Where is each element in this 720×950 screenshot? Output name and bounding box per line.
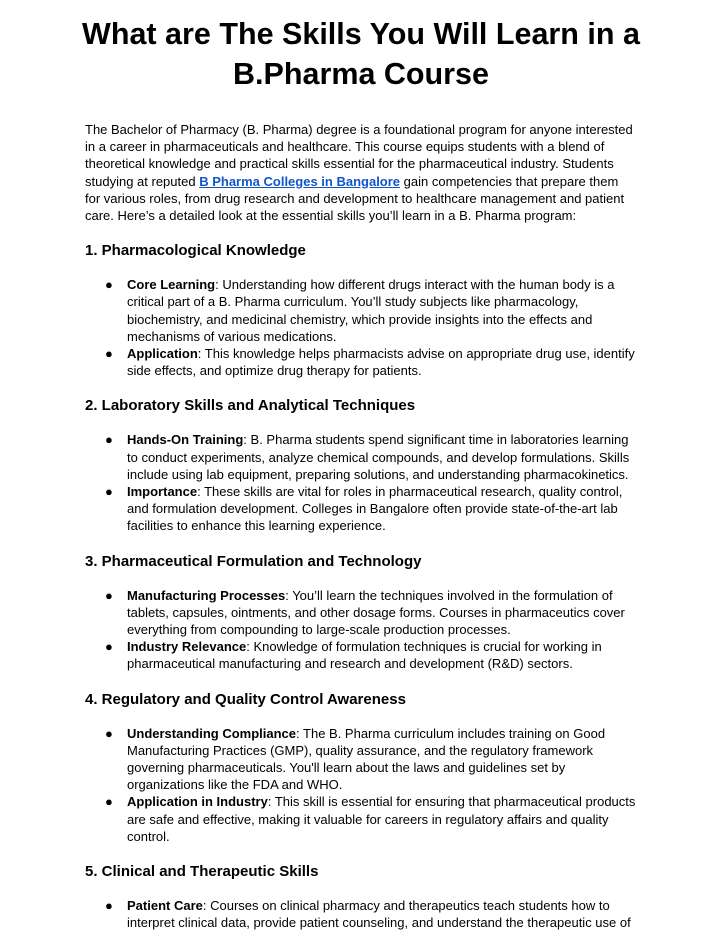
bullet-list bbox=[85, 276, 637, 379]
item-label: Application in Industry bbox=[127, 794, 268, 810]
bullet-list bbox=[85, 725, 637, 845]
list-item bbox=[105, 483, 637, 535]
item-text: : You’ll learn the techniques involved in the formulation of tablets, capsules, ointments, and other dosage forms. Courses in pharmaceutics cover everything from compounding to large-scale production processes. bbox=[127, 587, 625, 638]
item-text: : Courses on clinical pharmacy and therapeutics teach students how to interpret clinical data, provide patient counseling, and understand the therapeutic use of bbox=[127, 898, 631, 931]
bullet-list bbox=[85, 587, 637, 673]
item-label: Hands-On Training bbox=[127, 432, 244, 448]
list-item bbox=[105, 725, 637, 794]
item-label: Understanding Compliance bbox=[127, 725, 297, 741]
item-text: : Understanding how different drugs interact with the human body is a critical part of a B. Pharma curriculum. You’ll study subjects like pharmacology, biochemistry, and medicinal chemistry, which provide insights into the effects and mechanisms of various medications. bbox=[127, 277, 615, 344]
bullet-icon: ● bbox=[105, 639, 113, 655]
bullet-icon: ● bbox=[105, 587, 113, 603]
bullet-icon: ● bbox=[105, 898, 113, 914]
section-heading: 1. Pharmacological Knowledge bbox=[85, 242, 306, 260]
intro-paragraph bbox=[85, 121, 637, 224]
bullet-icon: ● bbox=[105, 346, 113, 362]
bullet-list bbox=[85, 431, 637, 534]
item-label: Manufacturing Processes bbox=[127, 587, 286, 603]
document-page bbox=[82, 14, 640, 950]
item-label: Importance bbox=[127, 484, 198, 500]
list-item bbox=[105, 897, 637, 931]
item-label: Core Learning bbox=[127, 277, 216, 293]
list-item bbox=[105, 431, 637, 483]
bullet-icon: ● bbox=[105, 484, 113, 500]
intro-text-after: gain competencies that prepare them for various roles, from drug research and development to healthcare management and patient care. Here’s a detailed look at the essential skills you’ll learn in a B. Pharma program: bbox=[85, 173, 625, 224]
bullet-list bbox=[85, 897, 637, 931]
item-text: : B. Pharma students spend significant time in laboratories learning to conduct experiments, analyze chemical compounds, and develop formulations. Skills include using lab equipment, preparing solutions, and understanding pharmacokinetics. bbox=[127, 432, 630, 482]
page-title: What are The Skills You Will Learn in a B.Pharma Course bbox=[82, 17, 640, 91]
bangalore-colleges-link[interactable]: B Pharma Colleges in Bangalore bbox=[199, 173, 401, 189]
intro-text-before: The Bachelor of Pharmacy (B. Pharma) degree is a foundational program for anyone interested in a career in pharmaceuticals and healthcare. This course equips students with a blend of theoretical knowledge and practical skills essential for the pharmaceutical industry. Students studying at reputed bbox=[85, 122, 633, 189]
section-heading: 4. Regulatory and Quality Control Awareness bbox=[85, 690, 406, 708]
item-text: : The B. Pharma curriculum includes training on Good Manufacturing Practices (GMP), quality assurance, and the regulatory framework governing pharmaceuticals. You'll learn about the laws and guidelines set by organizations like the FDA and WHO. bbox=[127, 725, 606, 793]
list-item bbox=[105, 587, 637, 639]
section-heading: 2. Laboratory Skills and Analytical Techniques bbox=[85, 397, 416, 415]
sections-container bbox=[85, 242, 637, 931]
bullet-icon: ● bbox=[105, 432, 113, 448]
list-item bbox=[105, 276, 637, 345]
section-heading: 3. Pharmaceutical Formulation and Technology bbox=[85, 552, 422, 570]
item-label: Application bbox=[127, 346, 198, 362]
item-text: : Knowledge of formulation techniques is crucial for working in pharmaceutical manufacturing and research and development (R&D) sectors. bbox=[127, 639, 602, 672]
bullet-icon: ● bbox=[105, 277, 113, 293]
item-label: Patient Care bbox=[127, 898, 203, 914]
section-heading: 5. Clinical and Therapeutic Skills bbox=[85, 863, 319, 881]
list-item bbox=[105, 793, 637, 845]
bullet-icon: ● bbox=[105, 725, 113, 741]
item-text: : This skill is essential for ensuring that pharmaceutical products are safe and effective, making it valuable for careers in regulatory affairs and quality control. bbox=[127, 794, 636, 844]
list-item bbox=[105, 345, 637, 379]
item-label: Industry Relevance bbox=[127, 639, 247, 655]
item-text: : This knowledge helps pharmacists advise on appropriate drug use, identify side effects, and optimize drug therapy for patients. bbox=[127, 346, 635, 379]
bullet-icon: ● bbox=[105, 794, 113, 810]
item-text: : These skills are vital for roles in pharmaceutical research, quality control, and formulation development. Colleges in Bangalore often provide state-of-the-art lab facilities to enhance this learning experience. bbox=[127, 484, 623, 534]
list-item bbox=[105, 638, 637, 672]
